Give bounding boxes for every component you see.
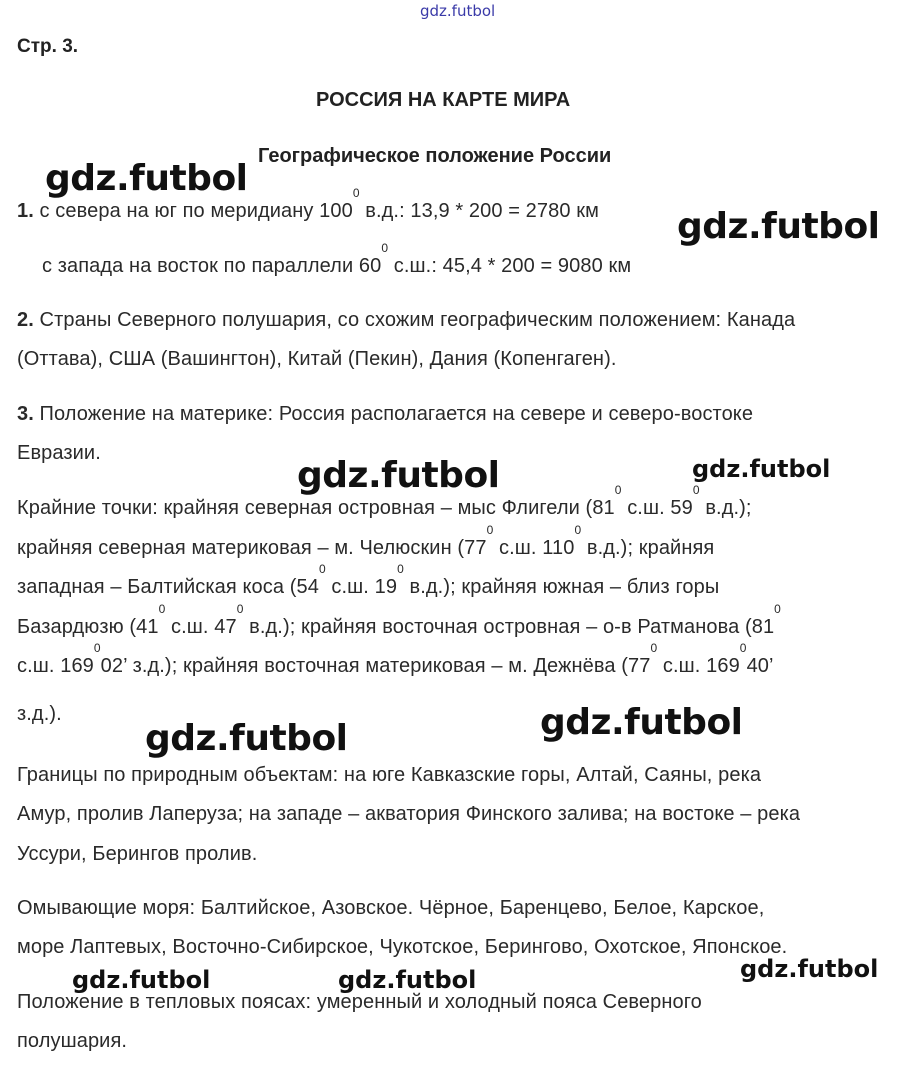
task2-number: 2. bbox=[17, 309, 34, 331]
zones-line2: полушария. bbox=[17, 1030, 128, 1052]
extreme-text: с.ш. 169 bbox=[657, 655, 740, 677]
section-subtitle: Географическое положение России bbox=[258, 145, 612, 167]
task3-text-a: Положение на материке: Россия располагается на севере и северо-востоке bbox=[33, 403, 754, 425]
watermark: gdz.futbol bbox=[72, 966, 211, 994]
extreme-text: 02’ з.д.); крайняя восточная материковая – м. Дежнёва (77 bbox=[100, 655, 651, 677]
watermark: gdz.futbol bbox=[540, 702, 743, 743]
degree-mark: 0 bbox=[650, 641, 658, 655]
extreme-text: 40’ bbox=[746, 655, 774, 677]
degree-mark: 0 bbox=[486, 523, 494, 537]
extreme-text: с.ш. 47 bbox=[165, 616, 237, 638]
extreme-line3 bbox=[17, 562, 720, 599]
extreme-text: с.ш. 169 bbox=[17, 655, 94, 677]
watermark: gdz.futbol bbox=[145, 718, 348, 759]
degree-mark: 0 bbox=[93, 641, 101, 655]
seas-line1: Омывающие моря: Балтийское, Азовское. Чёрное, Баренцево, Белое, Карское, bbox=[17, 897, 765, 919]
task1-line2 bbox=[42, 241, 632, 278]
degree-mark: 0 bbox=[614, 483, 622, 497]
extreme-text: в.д.); крайняя bbox=[581, 537, 715, 559]
task3-line1 bbox=[17, 402, 753, 426]
degree-mark: 0 bbox=[236, 602, 244, 616]
degree-mark: 0 bbox=[774, 602, 781, 616]
page-number: Стр. 3. bbox=[17, 36, 79, 57]
watermark: gdz.futbol bbox=[740, 955, 879, 983]
degree-mark: 0 bbox=[318, 562, 326, 576]
degree-mark: 0 bbox=[397, 562, 404, 576]
task1-text-c: с запада на восток по параллели 60 bbox=[42, 255, 382, 277]
extreme-line2 bbox=[17, 523, 715, 560]
task1-number: 1. bbox=[17, 200, 34, 222]
watermark: gdz.futbol bbox=[677, 206, 880, 247]
task1-text-a: с севера на юг по меридиану 100 bbox=[33, 200, 353, 222]
borders-line1: Границы по природным объектам: на юге Кавказские горы, Алтай, Саяны, река bbox=[17, 764, 762, 786]
extreme-text: с.ш. 110 bbox=[493, 537, 575, 559]
extreme-text: Базардюзю (41 bbox=[17, 616, 159, 638]
site-tag-top: gdz.futbol bbox=[420, 2, 496, 20]
degree-mark: 0 bbox=[739, 641, 747, 655]
extreme-text: в.д.); bbox=[699, 497, 752, 519]
extreme-line6: з.д.). bbox=[17, 703, 62, 725]
zones-line1: Положение в тепловых поясах: умеренный и холодный пояса Северного bbox=[17, 991, 702, 1013]
task2-text-a: Страны Северного полушария, со схожим географическим положением: Канада bbox=[33, 309, 796, 331]
extreme-text: в.д.); крайняя южная – близ горы bbox=[403, 576, 720, 598]
task1-line1 bbox=[17, 186, 599, 223]
task3-number: 3. bbox=[17, 403, 34, 425]
task1-text-d: с.ш.: 45,4 * 200 = 9080 км bbox=[388, 255, 632, 277]
degree-mark: 0 bbox=[574, 523, 582, 537]
extreme-text: крайняя северная материковая – м. Челюскин (77 bbox=[17, 537, 487, 559]
task3-line2: Евразии. bbox=[17, 442, 101, 464]
seas-line2: море Лаптевых, Восточно-Сибирское, Чукотское, Берингово, Охотское, Японское. bbox=[17, 936, 788, 958]
extreme-text: в.д.); крайняя восточная островная – о-в Ратманова (81 bbox=[243, 616, 775, 638]
borders-line2: Амур, пролив Лаперуза; на западе – акватория Финского залива; на востоке – река bbox=[17, 803, 801, 825]
degree-mark: 0 bbox=[158, 602, 166, 616]
task2-line2: (Оттава), США (Вашингтон), Китай (Пекин), Дания (Копенгаген). bbox=[17, 348, 617, 370]
watermark: gdz.futbol bbox=[297, 455, 500, 496]
watermark: gdz.futbol bbox=[338, 966, 477, 994]
extreme-text: Крайние точки: крайняя северная островная – мыс Флигели (81 bbox=[17, 497, 615, 519]
extreme-text: западная – Балтийская коса (54 bbox=[17, 576, 319, 598]
watermark: gdz.futbol bbox=[692, 455, 831, 483]
degree-mark: 0 bbox=[381, 241, 389, 255]
extreme-line1 bbox=[17, 483, 752, 520]
extreme-line5 bbox=[17, 641, 774, 678]
degree-mark: 0 bbox=[352, 186, 360, 200]
extreme-text: с.ш. 19 bbox=[325, 576, 398, 598]
extreme-text: с.ш. 59 bbox=[621, 497, 693, 519]
page-title: РОССИЯ НА КАРТЕ МИРА bbox=[316, 89, 571, 111]
degree-mark: 0 bbox=[692, 483, 700, 497]
task2-line1 bbox=[17, 308, 795, 332]
watermark: gdz.futbol bbox=[45, 158, 248, 199]
task1-text-b: в.д.: 13,9 * 200 = 2780 км bbox=[359, 200, 599, 222]
extreme-line4 bbox=[17, 602, 781, 639]
borders-line3: Уссури, Берингов пролив. bbox=[17, 843, 258, 865]
